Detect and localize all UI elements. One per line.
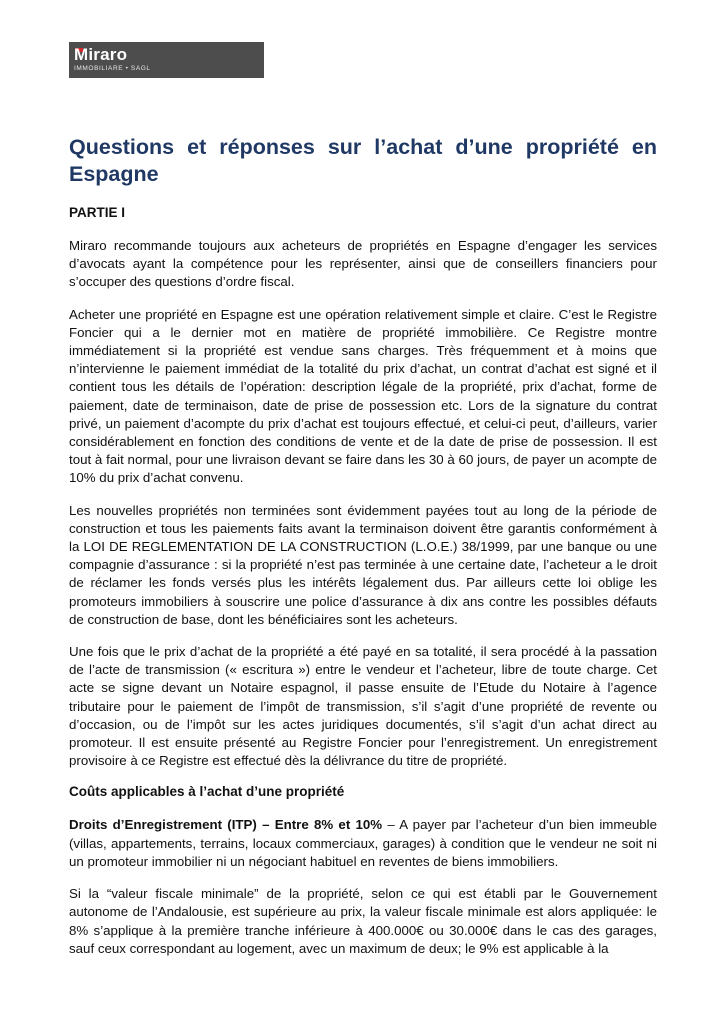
costs-heading: Coûts applicables à l’achat d’une propriété bbox=[69, 784, 345, 800]
document-title: Questions et réponses sur l’achat d’une propriété en Espagne bbox=[69, 135, 657, 186]
logo-subtitle-text: IMMOBILIARE • SAGL bbox=[74, 65, 151, 72]
miraro-logo bbox=[69, 42, 264, 78]
paragraph-intro: Miraro recommande toujours aux acheteurs de propriétés en Espagne d’engager les services d’avocats ayant la compétence pour les représenter, ainsi que de conseillers financiers pour s’occuper des questions d’ordre fiscal. bbox=[69, 238, 657, 290]
paragraph-new-properties: Les nouvelles propriétés non terminées sont évidemment payées tout au long de la période de construction et tous les paiements faits avant la terminaison doivent être garantis conformément à la LOI DE REGLEMENTATION DE LA CONSTRUCTION (L.O.E.) 38/1999, par une banque ou une compagnie d’assurance : si la propriété n’est pas terminée à une certaine date, l’acheteur a le droit de réclamer les fonds versés plus les intérêts légalement dus. Par ailleurs cette loi oblige les promoteurs immobiliers à souscrire une police d’assurance à dix ans contre les possibles défauts de construction de base, dont les bénéficiaires sont les acheteurs. bbox=[69, 502, 657, 627]
document-body bbox=[69, 205, 657, 972]
paragraph-deed: Une fois que le prix d’achat de la propriété a été payé en sa totalité, il sera procédé à la passation de l’acte de transmission (« escritura ») entre le vendeur et l’acheteur, libre de toute charge. Cet acte se signe devant un Notaire espagnol, il passe ensuite de l’Etude du Notaire à l’agence tributaire pour le paiement de l’impôt de transmission, s’il s’agit d’une propriété de revente ou d’occasion, ou de l’impôt sur les actes juridiques documentés, s’il s’agit d’un achat direct au promoteur. Il est ensuite présenté au Registre Foncier pour l’enregistrement. Un enregistrement provisoire à ce Registre est effectué dès la délivrance du titre de propriété. bbox=[69, 644, 657, 769]
itp-text: – A payer par l’acheteur d’un bien immeuble (villas, appartements, terrains, locaux commerciaux, garages) à condition que le vendeur ne soit ni un promoteur immobilier ni un négociant habituel en reventes de biens immobiliers. bbox=[69, 817, 657, 869]
paragraph-itp bbox=[69, 816, 657, 871]
paragraph-fiscal-value: Si la “valeur fiscale minimale” de la propriété, selon ce qui est établi par le Gouvernement autonome de l’Andalousie, est supérieure au prix, la valeur fiscale minimale est alors appliquée: le 8% s’applique à la première tranche inférieure à 400.000€ ou 30.000€ dans le cas des garages, sauf ceux correspondant au logement, avec un maximum de deux; le 9% est applicable à la bbox=[69, 886, 657, 956]
paragraph-purchase: Acheter une propriété en Espagne est une opération relativement simple et claire. C’est le Registre Foncier qui a le dernier mot en matière de propriété immobilière. Ce Registre montre immédiatement si la propriété est vendue sans charges. Très fréquemment et à moins que n’intervienne le paiement immédiat de la totalité du prix d’achat, un contrat d’achat est signé et il contient tous les détails de l’opération: description légale de la propriété, prix d’achat, forme de paiement, date de terminaison, date de prise de possession etc. Lors de la signature du contrat privé, un paiement d’acompte du prix d’achat est toujours effectué, et celui-ci peut, d’ailleurs, varier considérablement en fonction des conditions de vente et de la date de prise de possession. Il est tout à fait normal, pour une livraison devant se faire dans les 30 à 60 jours, de payer un acompte de 10% du prix d’achat convenu. bbox=[69, 306, 657, 486]
logo-brand-text: Miraro bbox=[74, 45, 128, 64]
part-heading: PARTIE I bbox=[69, 205, 126, 220]
itp-bold-label: Droits d’Enregistrement (ITP) – Entre 8% et 10% bbox=[69, 817, 383, 833]
